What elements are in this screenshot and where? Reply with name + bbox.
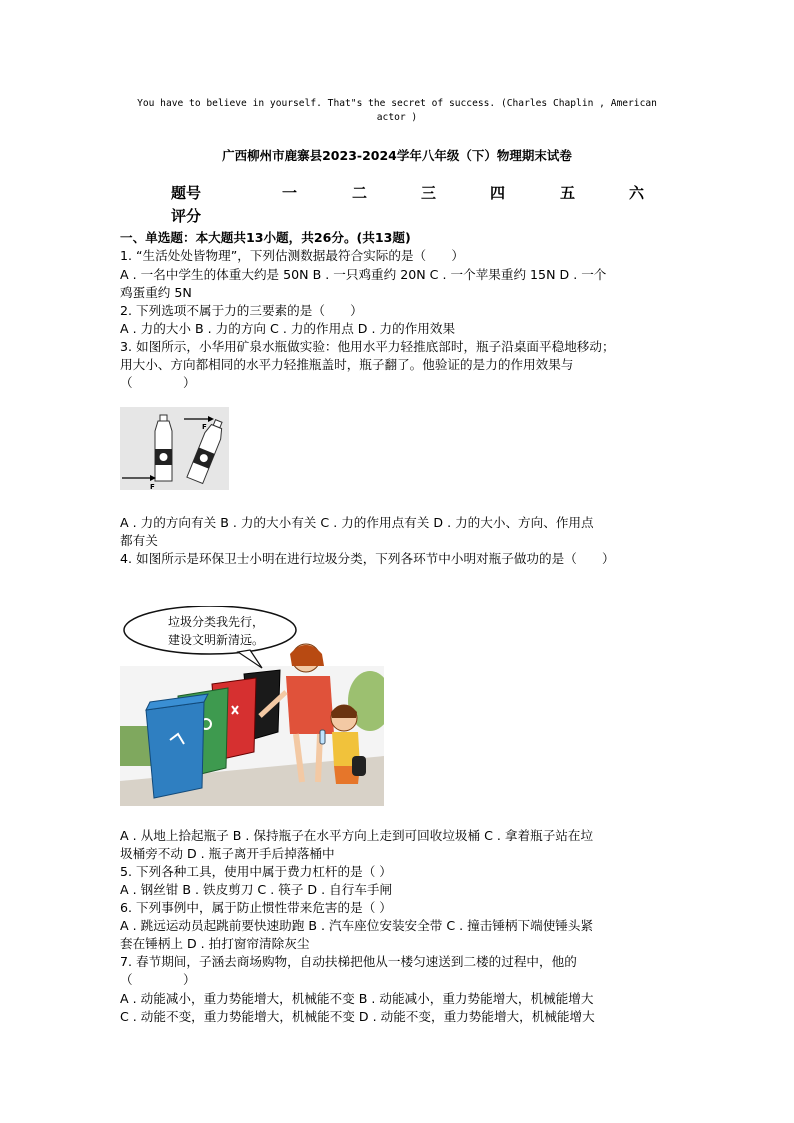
section-heading: 一、单选题：本大题共13小题，共26分。(共13题) [120,230,411,245]
question-line: 5. 下列各种工具，使用中属于费力杠杆的是（ ） [120,864,392,879]
garbage-sorting-figure [120,606,384,806]
score-column-1: 一 [282,184,298,202]
question-line: A . 一名中学生的体重大约是 50N B . 一只鸡重约 20N C . 一个苹果重约 15N D . 一个 [120,267,607,282]
score-column-3: 三 [421,184,437,202]
speech-bubble [124,606,296,668]
question-line: A . 钢丝钳 B . 铁皮剪刀 C . 筷子 D . 自行车手闸 [120,882,393,897]
question-line: 2. 下列选项不属于力的三要素的是（ ） [120,303,363,318]
question-line: 3. 如图所示，小华用矿泉水瓶做实验：他用水平力轻推底部时，瓶子沿桌面平稳地移动； [120,339,615,354]
question-line: 套在锤柄上 D . 拍打窗帘清除灰尘 [120,936,310,951]
force-label-top: F [202,423,207,431]
question-line: 6. 下列事例中，属于防止惯性带来危害的是（ ） [120,900,392,915]
bubble-text-line1: 垃圾分类我先行， [168,615,265,629]
bottle-experiment-figure [120,407,229,490]
question-line: （ ） [120,972,196,987]
score-row-label: 评分 [171,207,202,225]
exam-title: 广西柳州市鹿寨县2023-2024学年八年级（下）物理期末试卷 [222,148,572,163]
score-column-6: 六 [629,184,645,202]
question-line: 都有关 [120,533,158,548]
question-line: 用大小、方向都相同的水平力轻推瓶盖时，瓶子翻了。他验证的是力的作用效果与 [120,357,574,372]
upright-bottle [155,415,172,481]
question-line: A . 力的方向有关 B . 力的大小有关 C . 力的作用点有关 D . 力的大小、方向、作用点 [120,515,594,530]
bubble-text-line2: 建设文明新清远。 [168,633,265,647]
question-line: 圾桶旁不动 D . 瓶子离开手后掉落桶中 [120,846,335,861]
question-line: A . 力的大小 B . 力的方向 C . 力的作用点 D . 力的作用效果 [120,321,456,336]
question-line: 4. 如图所示是环保卫士小明在进行垃圾分类，下列各环节中小明对瓶子做功的是（ ） [120,551,615,566]
question-line: A . 跳远运动员起跳前要快速助跑 B . 汽车座位安装安全带 C . 撞击锤柄下端使锤头紧 [120,918,594,933]
question-line: A . 从地上拾起瓶子 B . 保持瓶子在水平方向上走到可回收垃圾桶 C . 拿着瓶子站在垃 [120,828,594,843]
score-column-4: 四 [490,184,506,202]
question-line: 鸡蛋重约 5N [120,285,192,300]
score-column-5: 五 [560,184,576,202]
question-line: 1. “生活处处皆物理”，下列估测数据最符合实际的是（ ） [120,248,464,263]
question-line: （ ） [120,375,196,390]
header-quote: You have to believe in yourself. That"s the secret of success. (Charles Chaplin , American actor ) [137,98,657,123]
force-label-bottom: F [150,483,155,490]
blue-bin [146,694,208,798]
question-line: C . 动能不变，重力势能增大，机械能不变 D . 动能不变，重力势能增大，机械能增大 [120,1009,595,1024]
question-line: 7. 春节期间，子涵去商场购物，自动扶梯把他从一楼匀速送到二楼的过程中，他的 [120,954,577,969]
question-line: A . 动能减小，重力势能增大，机械能不变 B . 动能减小，重力势能增大，机械能增大 [120,991,594,1006]
score-column-2: 二 [352,184,368,202]
score-header-label: 题号 [171,184,202,202]
